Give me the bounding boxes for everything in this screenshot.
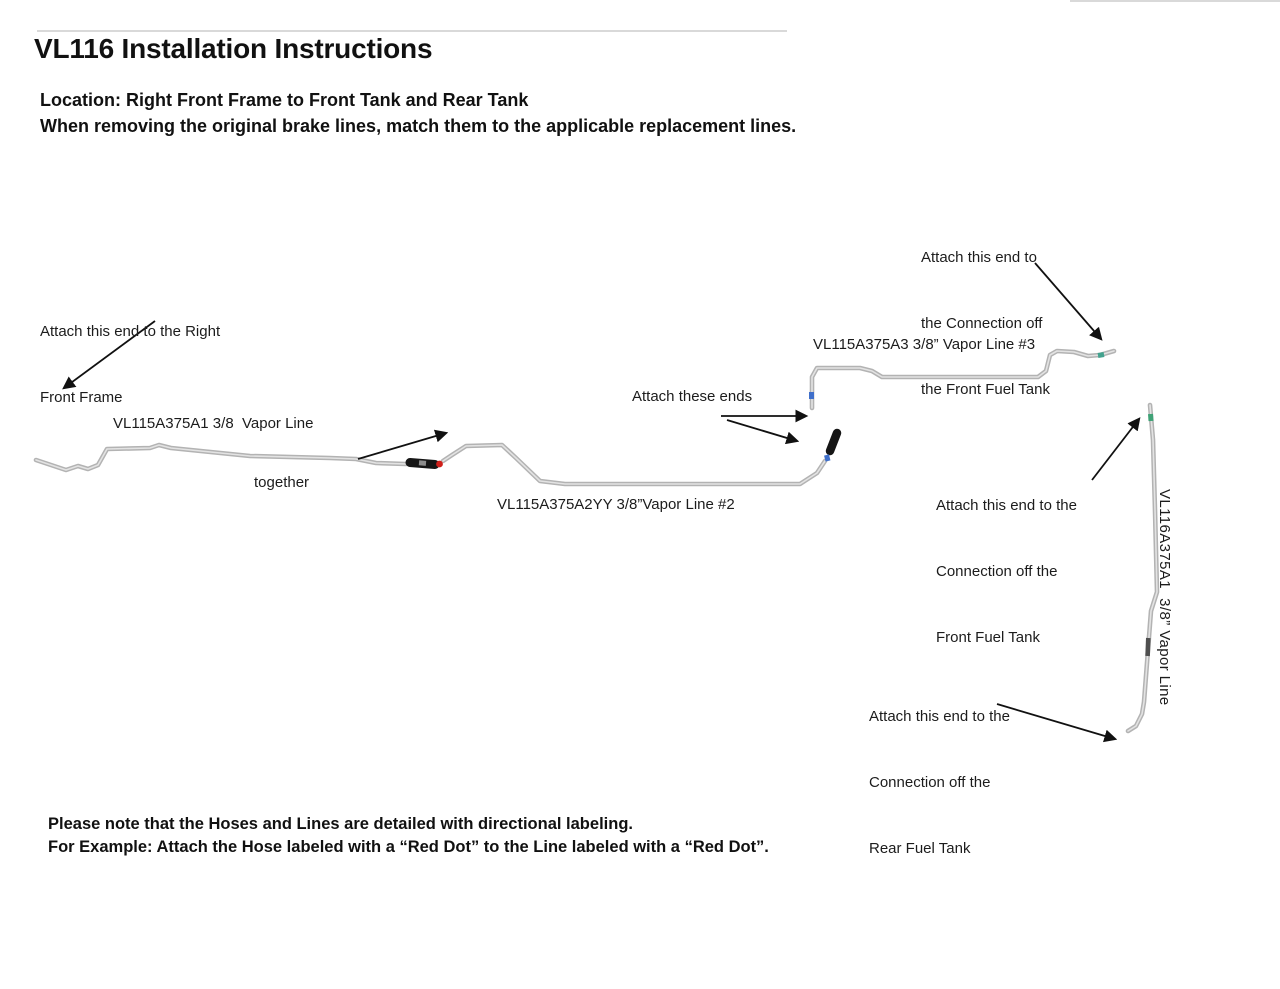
green-band <box>1151 414 1152 421</box>
label-line: Attach this end to <box>921 249 1037 266</box>
note-line: Please note that the Hoses and Lines are detailed with directional labeling. <box>48 815 633 833</box>
label-vapor-line-3: VL115A375A3 3/8” Vapor Line #3 <box>813 336 1036 353</box>
label-together: together <box>254 474 310 491</box>
label-attach-front-tank-top <box>921 203 1050 445</box>
label-line: Front Fuel Tank <box>936 629 1040 646</box>
label-line: Connection off the <box>869 774 991 791</box>
arrow-together <box>358 433 446 459</box>
label-line: Connection off the <box>936 563 1058 580</box>
label-line: the Connection off <box>921 315 1043 332</box>
arrow-attach-ends-lower <box>727 420 797 441</box>
note-line: For Example: Attach the Hose labeled with a “Red Dot” to the Line labeled with a “Red Dot”. <box>48 838 769 856</box>
label-line: the Front Fuel Tank <box>921 381 1050 398</box>
tube-highlight <box>1128 405 1157 731</box>
blue-band <box>827 455 829 461</box>
label-attach-these-ends: Attach these ends <box>632 388 753 405</box>
dark-sleeve <box>1148 638 1149 656</box>
location-line: Location: Right Front Frame to Front Tank and Rear Tank <box>40 90 529 110</box>
hose-fitting-line1 <box>410 461 443 468</box>
hose-fitting-line2 <box>827 433 838 461</box>
label-line: Attach this end to the <box>869 708 1010 725</box>
vapor-line-vertical-drawing <box>1128 405 1157 731</box>
label-line: Front Frame <box>40 389 123 406</box>
label-attach-front-tank-mid <box>936 451 1077 693</box>
label-vapor-line-2: VL115A375A2YY 3/8”Vapor Line #2 <box>497 496 735 513</box>
label-line: Attach this end to the Right <box>40 323 221 340</box>
label-line: Rear Fuel Tank <box>869 840 971 857</box>
arrow-rear-tank <box>997 704 1115 739</box>
label-vapor-line-1: VL115A375A1 3/8 Vapor Line <box>113 415 314 432</box>
fitting-body <box>830 433 837 451</box>
when-removing-line: When removing the original brake lines, match them to the applicable replacement lines. <box>40 116 797 136</box>
tube-outer <box>443 445 825 484</box>
red-dot-marker <box>436 461 443 468</box>
label-line: Attach this end to the <box>936 497 1077 514</box>
label-attach-rear-tank <box>869 662 1010 904</box>
arrow-front-tank-mid <box>1092 419 1139 480</box>
label-vapor-line-vertical: VL116A375A1 3/8” Vapor Line <box>1156 489 1173 706</box>
fitting-slot <box>419 463 426 464</box>
vapor-line-2-drawing <box>443 445 825 484</box>
page-title: VL116 Installation Instructions <box>34 33 433 64</box>
footer-notes <box>48 813 769 859</box>
teal-band-line3 <box>1098 355 1104 356</box>
tube-highlight <box>443 445 825 484</box>
